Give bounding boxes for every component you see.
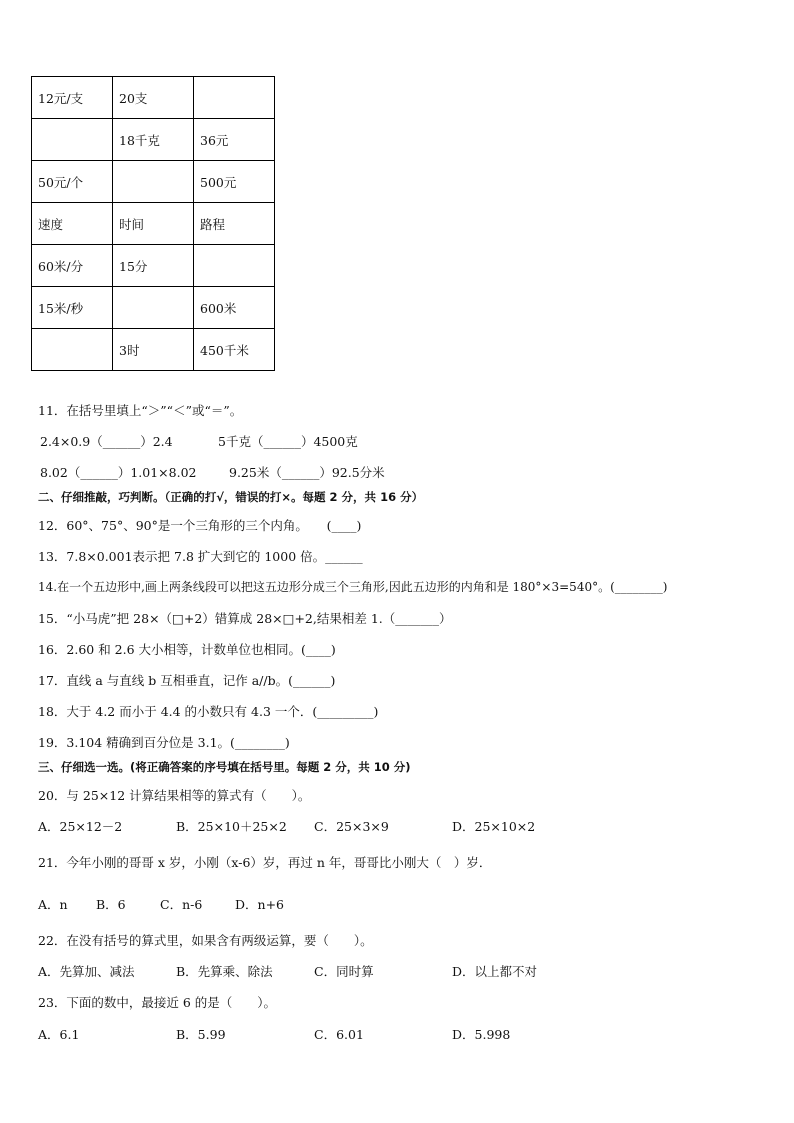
table-cell — [194, 245, 275, 287]
question-11-item-d: 9.25米（______）92.5分米 — [229, 465, 385, 480]
table-row — [32, 77, 275, 119]
question-20-stem: 20．与 25×12 计算结果相等的算式有（ ）。 — [38, 788, 311, 803]
question-13: 13．7.8×0.001表示把 7.8 扩大到它的 1000 倍。______ — [38, 549, 363, 564]
question-17: 17．直线 a 与直线 b 互相垂直，记作 a//b。(______) — [38, 673, 336, 688]
section-3-heading: 三、仔细选一选。(将正确答案的序号填在括号里。每题 2 分，共 10 分) — [38, 760, 411, 774]
table-cell — [194, 77, 275, 119]
table-cell: 15分 — [113, 245, 194, 287]
question-20-option-c: C．25×3×9 — [314, 819, 389, 834]
table-cell: 3时 — [113, 329, 194, 371]
question-11-title: 11．在括号里填上“＞”“＜”或“＝”。 — [38, 403, 243, 418]
section-2-heading: 二、仔细推敲，巧判断。（正确的打√，错误的打×。每题 2 分，共 16 分） — [38, 490, 424, 504]
question-23-option-a: A．6.1 — [38, 1027, 80, 1042]
table-row — [32, 161, 275, 203]
table-cell — [113, 161, 194, 203]
question-21-option-b: B．6 — [96, 897, 126, 912]
table-cell: 12元/支 — [32, 77, 113, 119]
table-row — [32, 119, 275, 161]
question-23-option-b: B．5.99 — [176, 1027, 226, 1042]
question-22-option-d: D．以上都不对 — [452, 964, 538, 979]
question-23-stem: 23．下面的数中，最接近 6 的是（ ）。 — [38, 995, 277, 1010]
table-cell: 600米 — [194, 287, 275, 329]
table-cell: 50元/个 — [32, 161, 113, 203]
question-22-stem: 22．在没有括号的算式里，如果含有两级运算，要（ ）。 — [38, 933, 373, 948]
question-23-option-d: D．5.998 — [452, 1027, 511, 1042]
question-16: 16．2.60 和 2.6 大小相等，计数单位也相同。(____) — [38, 642, 336, 657]
question-18: 18．大于 4.2 而小于 4.4 的小数只有 4.3 一个．(_________) — [38, 704, 379, 719]
question-21-option-a: A．n — [38, 897, 68, 912]
table-cell: 36元 — [194, 119, 275, 161]
question-22-option-b: B．先算乘、除法 — [176, 964, 273, 979]
question-20-option-a: A．25×12－2 — [38, 819, 123, 834]
question-21-option-d: D．n+6 — [235, 897, 284, 912]
table-cell: 路程 — [194, 203, 275, 245]
table-row — [32, 203, 275, 245]
table-cell: 18千克 — [113, 119, 194, 161]
question-15: 15．“小马虎”把 28×（□+2）错算成 28×□+2,结果相差 1.（_______） — [38, 611, 452, 626]
table-row — [32, 287, 275, 329]
table-cell: 450千米 — [194, 329, 275, 371]
question-11-item-b: 5千克（______）4500克 — [218, 434, 358, 449]
table-cell: 60米/分 — [32, 245, 113, 287]
question-21-option-c: C．n-6 — [160, 897, 203, 912]
question-23-option-c: C．6.01 — [314, 1027, 364, 1042]
question-21-stem: 21．今年小刚的哥哥 x 岁，小刚（x-6）岁，再过 n 年，哥哥比小刚大（ ）岁． — [38, 855, 492, 870]
table-row — [32, 329, 275, 371]
question-22-option-a: A．先算加、减法 — [38, 964, 135, 979]
question-20-option-b: B．25×10＋25×2 — [176, 819, 287, 834]
table-cell: 速度 — [32, 203, 113, 245]
table-cell — [113, 287, 194, 329]
question-11-item-c: 8.02（______）1.01×8.02 — [40, 465, 197, 480]
table-cell: 500元 — [194, 161, 275, 203]
table-cell: 20支 — [113, 77, 194, 119]
question-20-option-d: D．25×10×2 — [452, 819, 536, 834]
question-19: 19．3.104 精确到百分位是 3.1。(________) — [38, 735, 290, 750]
question-11-item-a: 2.4×0.9（______）2.4 — [40, 434, 173, 449]
table-cell: 15米/秒 — [32, 287, 113, 329]
question-14: 14.在一个五边形中,画上两条线段可以把这五边形分成三个三角形,因此五边形的内角和是 180°×3=540°。(________) — [38, 580, 668, 594]
table-cell: 时间 — [113, 203, 194, 245]
table-cell — [32, 119, 113, 161]
unit-price-speed-table — [31, 76, 275, 371]
table-row — [32, 245, 275, 287]
table-cell — [32, 329, 113, 371]
question-12: 12．60°、75°、90°是一个三角形的三个内角。 (____) — [38, 518, 362, 533]
question-22-option-c: C．同时算 — [314, 964, 374, 979]
